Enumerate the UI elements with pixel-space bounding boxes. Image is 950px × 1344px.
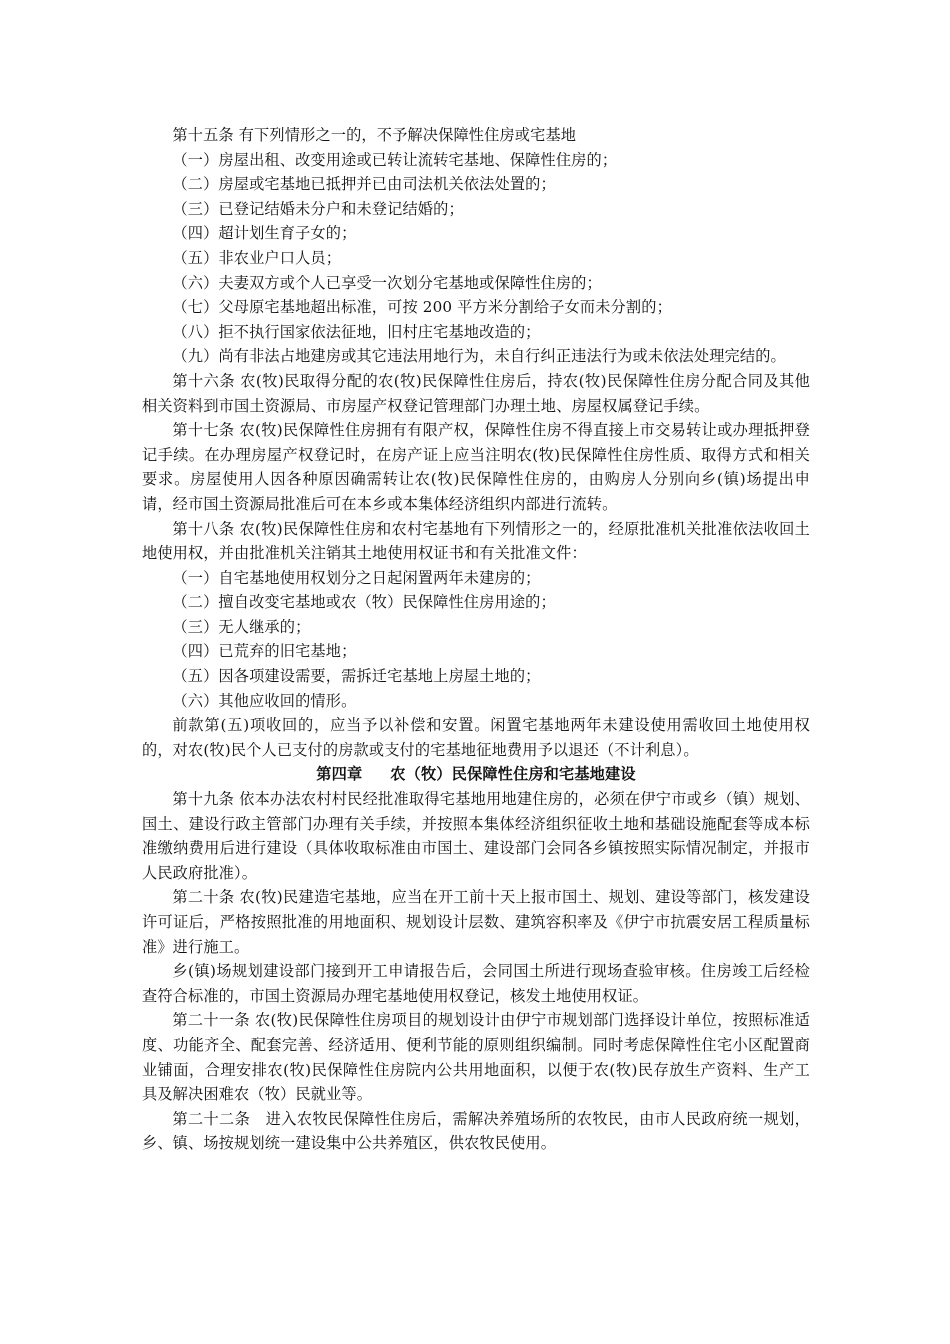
article-18-item-6: （六）其他应收回的情形。 [172, 691, 357, 710]
article-18-item-1: （一）自宅基地使用权划分之日起闲置两年未建房的； [172, 568, 541, 587]
article-15: 第十五条 有下列情形之一的，不予解决保障性住房或宅基地 [172, 126, 577, 144]
article-15-item-8: （八）拒不执行国家依法征地，旧村庄宅基地改造的； [172, 322, 541, 341]
article-18-item-5: （五）因各项建设需要，需拆迁宅基地上房屋土地的； [172, 667, 541, 686]
article-19: 第十九条 依本办法农村村民经批准取得宅基地用地建住房的，必须在伊宁市或乡（镇）规划、国土、建设行政主管部门办理有关手续，并按照本集体经济组织征收土地和基础设施配套等成本标准缴纳费用后进行建设（具体收取标准由市国土、建设部门会同各乡镇按照实际情况制定，并报市人民政府批准）。 [142, 790, 810, 882]
article-20: 第二十条 农(牧)民建造宅基地，应当在开工前十天上报市国土、规划、建设等部门，核发建设许可证后，严格按照批准的用地面积、规划设计层数、建筑容积率及《伊宁市抗震安居工程质量标准》进行施工。 [142, 888, 810, 956]
article-17: 第十七条 农(牧)民保障性住房拥有有限产权，保障性住房不得直接上市交易转让或办理抵押登记手续。在办理房屋产权登记时，在房产证上应当注明农(牧)民保障性住房性质、取得方式和相关要求。房屋使用人因各种原因确需转让农(牧)民保障性住房的，由购房人分别向乡(镇)场提出申请，经市国土资源局批准后可在本乡或本集体经济组织内部进行流转。 [142, 421, 810, 513]
article-15-item-4: （四）超计划生育子女的； [172, 224, 357, 243]
document-body [142, 123, 810, 1156]
article-18-note: 前款第(五)项收回的，应当予以补偿和安置。闲置宅基地两年未建设使用需收回土地使用权的，对农(牧)民个人已支付的房款或支付的宅基地征地费用予以退还（不计利息）。 [142, 716, 810, 759]
article-21: 第二十一条 农(牧)民保障性住房项目的规划设计由伊宁市规划部门选择设计单位，按照标准适度、功能齐全、配套完善、经济适用、便利节能的原则组织编制。同时考虑保障性住宅小区配置商业铺面，合理安排农(牧)民保障性住房院内公共用地面积，以便于农(牧)民存放生产资料、生产工具及解决困难农（牧）民就业等。 [142, 1011, 810, 1104]
article-20-paragraph-2: 乡(镇)场规划建设部门接到开工申请报告后，会同国土所进行现场查验审核。住房竣工后经检查符合标准的，市国土资源局办理宅基地使用权登记，核发土地使用权证。 [142, 962, 810, 1005]
article-18-item-2: （二）擅自改变宅基地或农（牧）民保障性住房用途的； [172, 593, 556, 612]
chapter-number: 第四章 [316, 765, 363, 784]
article-15-item-6: （六）夫妻双方或个人已享受一次划分宅基地或保障性住房的； [172, 273, 602, 292]
article-16: 第十六条 农(牧)民取得分配的农(牧)民保障性住房后，持农(牧)民保障性住房分配合同及其他相关资料到市国土资源局、市房屋产权登记管理部门办理土地、房屋权属登记手续。 [142, 371, 810, 415]
article-15-item-1: （一）房屋出租、改变用途或已转让流转宅基地、保障性住房的； [172, 150, 618, 169]
article-18: 第十八条 农(牧)民保障性住房和农村宅基地有下列情形之一的，经原批准机关批准依法收回土地使用权，并由批准机关注销其土地使用权证书和有关批准文件： [142, 519, 810, 563]
chapter-title: 农（牧）民保障性住房和宅基地建设 [390, 765, 636, 784]
article-18-item-4: （四）已荒弃的旧宅基地； [172, 642, 357, 661]
article-18-item-3: （三）无人继承的； [172, 617, 311, 636]
article-15-item-3: （三）已登记结婚未分户和未登记结婚的； [172, 199, 464, 218]
article-15-item-7: （七）父母原宅基地超出标准，可按 200 平方米分割给子女而未分割的； [172, 298, 672, 317]
chapter-heading [142, 762, 810, 787]
article-15-item-9: （九）尚有非法占地建房或其它违法用地行为，未自行纠正违法行为或未依法处理完结的。 [172, 347, 786, 366]
article-22: 第二十二条 进入农牧民保障性住房后，需解决养殖场所的农牧民，由市人民政府统一规划，乡、镇、场按规划统一建设集中公共养殖区，供农牧民使用。 [142, 1109, 810, 1153]
article-15-item-5: （五）非农业户口人员； [172, 248, 342, 267]
article-15-item-2: （二）房屋或宅基地已抵押并已由司法机关依法处置的； [172, 175, 556, 194]
